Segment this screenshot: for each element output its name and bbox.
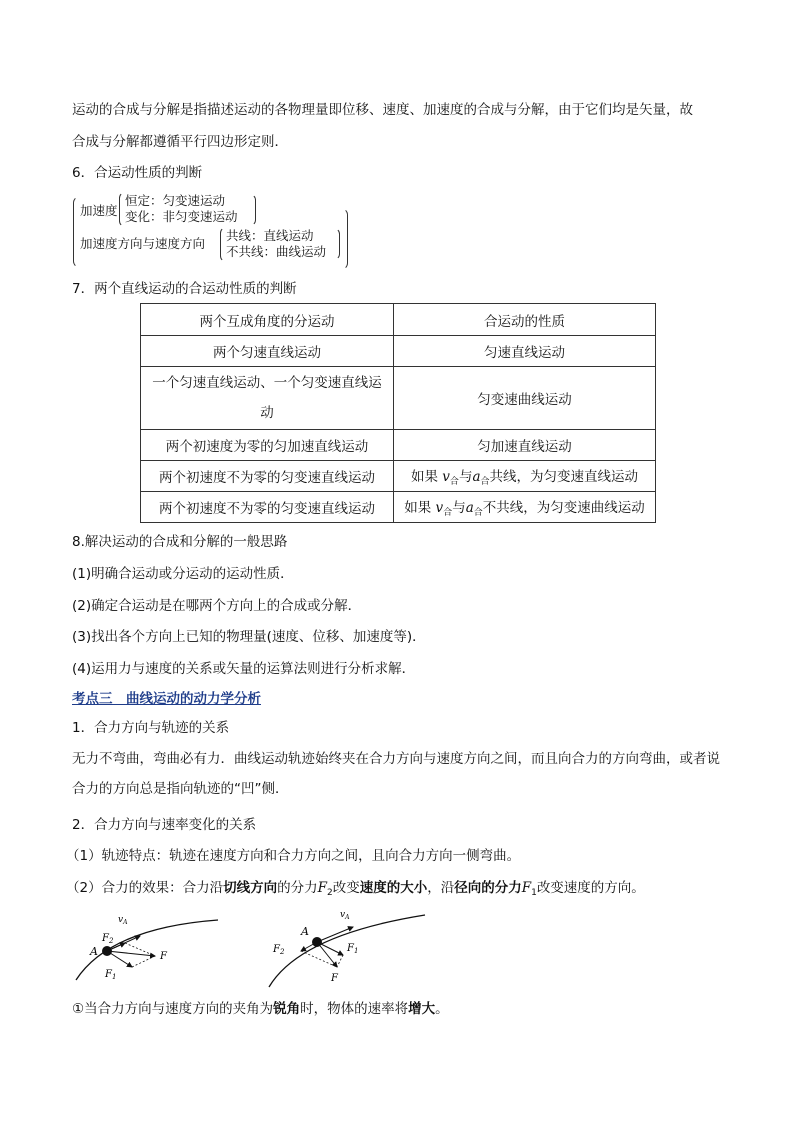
direction-label: 加速度方向与速度方向 bbox=[80, 236, 206, 251]
velocity-symbol: v bbox=[435, 500, 444, 516]
accel-label: 加速度 bbox=[80, 203, 118, 218]
table-row bbox=[141, 336, 656, 367]
table-cell: 两个初速度不为零的匀变速直线运动 bbox=[141, 492, 394, 523]
acceleration-symbol: a bbox=[465, 500, 474, 516]
section-8-item: (2)确定合运动是在哪两个方向上的合成或分解． bbox=[72, 598, 362, 614]
cell-text: 与 bbox=[458, 469, 473, 485]
intro-line-1: 运动的合成与分解是指描述运动的各物理量即位移、速度、加速度的合成与分解，由于它们均是矢量，故 bbox=[72, 102, 693, 118]
table-row bbox=[141, 430, 656, 461]
label-a: A bbox=[301, 925, 309, 938]
cell-text: 如果 bbox=[410, 469, 438, 485]
label-f: F bbox=[331, 973, 338, 984]
kp3-title: 考点三 曲线运动的动力学分析 bbox=[72, 691, 261, 707]
text-run: 改变 bbox=[332, 880, 360, 896]
text-run: 。 bbox=[435, 1001, 449, 1017]
label-v: $v_A$ bbox=[340, 910, 350, 921]
force-symbol: F bbox=[317, 880, 327, 896]
kp3-p2-item2 bbox=[66, 879, 645, 902]
conclusion-1 bbox=[72, 1000, 449, 1018]
label-a: A bbox=[90, 945, 98, 958]
table-cell: 两个初速度为零的匀加速直线运动 bbox=[141, 430, 394, 461]
cell-text: 不共线，为匀变速曲线运动 bbox=[482, 500, 645, 516]
motion-table bbox=[140, 303, 656, 523]
section-8-title: 8.解决运动的合成和分解的一般思路 bbox=[72, 534, 288, 550]
table-cell bbox=[394, 492, 656, 523]
table-cell: 两个匀速直线运动 bbox=[141, 336, 394, 367]
subscript: 合 bbox=[480, 477, 490, 487]
text-run-bold: 切线方向 bbox=[223, 880, 278, 896]
text-run: ，沿 bbox=[427, 880, 455, 896]
acceleration-symbol: a bbox=[472, 469, 481, 485]
table-header: 两个互成角度的分运动 bbox=[141, 304, 394, 336]
kp3-p2-item1: （1）轨迹特点：轨迹在速度方向和合力方向之间，且向合力方向一侧弯曲。 bbox=[66, 848, 521, 864]
table-row bbox=[141, 367, 656, 430]
section-8-item: (1)明确合运动或分运动的运动性质． bbox=[72, 566, 294, 582]
kp3-p1-title: 1．合力方向与轨迹的关系 bbox=[72, 720, 230, 736]
kp3-p1-text: 无力不弯曲，弯曲必有力．曲线运动轨迹始终夹在合力方向与速度方向之间，而且向合力的方向弯曲，或者说合力的方向总是指向轨迹的“凹”侧． bbox=[72, 751, 720, 797]
accel-constant: 恒定：匀变速运动 bbox=[125, 193, 226, 208]
subscript: 1 bbox=[531, 888, 537, 898]
text-run: 的分力 bbox=[277, 880, 318, 896]
accel-close-shape bbox=[250, 194, 256, 226]
label-f2: $F_2$ bbox=[102, 933, 114, 945]
intro-line-2: 合成与分解都遵循平行四边形定则． bbox=[72, 134, 288, 150]
text-run-bold: 增大 bbox=[408, 1001, 436, 1017]
table-header-row bbox=[141, 304, 656, 336]
table-cell: 一个匀速直线运动、一个匀变速直线运动 bbox=[141, 367, 394, 430]
label-v: $v_A$ bbox=[118, 915, 128, 926]
label-f1: $F_1$ bbox=[105, 969, 117, 981]
kp3-p2-title: 2．合力方向与速率变化的关系 bbox=[72, 817, 257, 833]
table-cell bbox=[394, 461, 656, 492]
text-run-bold: 径向的分力 bbox=[454, 880, 522, 896]
velocity-symbol: v bbox=[442, 469, 450, 485]
subscript: 合 bbox=[473, 508, 483, 518]
f1-arrow bbox=[317, 942, 343, 955]
section-7-title: 7．两个直线运动的合运动性质的判断 bbox=[72, 281, 297, 297]
cell-text: 如果 bbox=[404, 500, 432, 516]
force-diagram-left bbox=[70, 908, 230, 988]
label-f: F bbox=[160, 951, 167, 962]
direction-noncollinear: 不共线：曲线运动 bbox=[226, 244, 327, 259]
force-arrow bbox=[317, 942, 337, 967]
text-run-bold: 锐角 bbox=[273, 1001, 301, 1017]
force-symbol: F bbox=[521, 880, 532, 896]
subscript: 2 bbox=[326, 888, 333, 898]
force-diagram-right bbox=[265, 905, 435, 990]
section-8-item: (4)运用力与速度的关系或矢量的运算法则进行分析求解． bbox=[72, 661, 416, 677]
table-header: 合运动的性质 bbox=[394, 304, 656, 336]
label-f2: $F_2$ bbox=[273, 944, 285, 956]
table-cell: 匀速直线运动 bbox=[394, 336, 656, 367]
outer-brace-shape bbox=[73, 196, 80, 268]
direction-collinear: 共线：直线运动 bbox=[226, 228, 314, 243]
subscript: 合 bbox=[443, 508, 453, 518]
table-cell: 匀变速曲线运动 bbox=[394, 367, 656, 430]
outer-close-shape bbox=[341, 208, 348, 270]
direction-close-shape bbox=[334, 228, 340, 260]
table-cell: 两个初速度不为零的匀变速直线运动 bbox=[141, 461, 394, 492]
cell-text: 与 bbox=[452, 500, 466, 516]
section-8-item: (3)找出各个方向上已知的物理量(速度、位移、加速度等)． bbox=[72, 629, 426, 645]
table-row bbox=[141, 461, 656, 492]
velocity-arrow bbox=[317, 927, 353, 942]
text-run: （2）合力的效果：合力沿 bbox=[66, 880, 224, 896]
cell-text: 共线，为匀变速直线运动 bbox=[489, 469, 639, 485]
subscript: 合 bbox=[449, 477, 459, 487]
f2-arrow bbox=[301, 942, 317, 951]
label-f1: $F_1$ bbox=[347, 943, 359, 955]
section-6-title: 6．合运动性质的判断 bbox=[72, 165, 203, 181]
table-cell: 匀加速直线运动 bbox=[394, 430, 656, 461]
accel-varying: 变化：非匀变速运动 bbox=[125, 209, 238, 224]
text-run: 时，物体的速率将 bbox=[300, 1001, 409, 1017]
text-run-bold: 速度的大小 bbox=[359, 880, 428, 896]
text-run: 改变速度的方向。 bbox=[536, 880, 645, 896]
table-row bbox=[141, 492, 656, 523]
text-run: ①当合力方向与速度方向的夹角为 bbox=[72, 1001, 274, 1017]
